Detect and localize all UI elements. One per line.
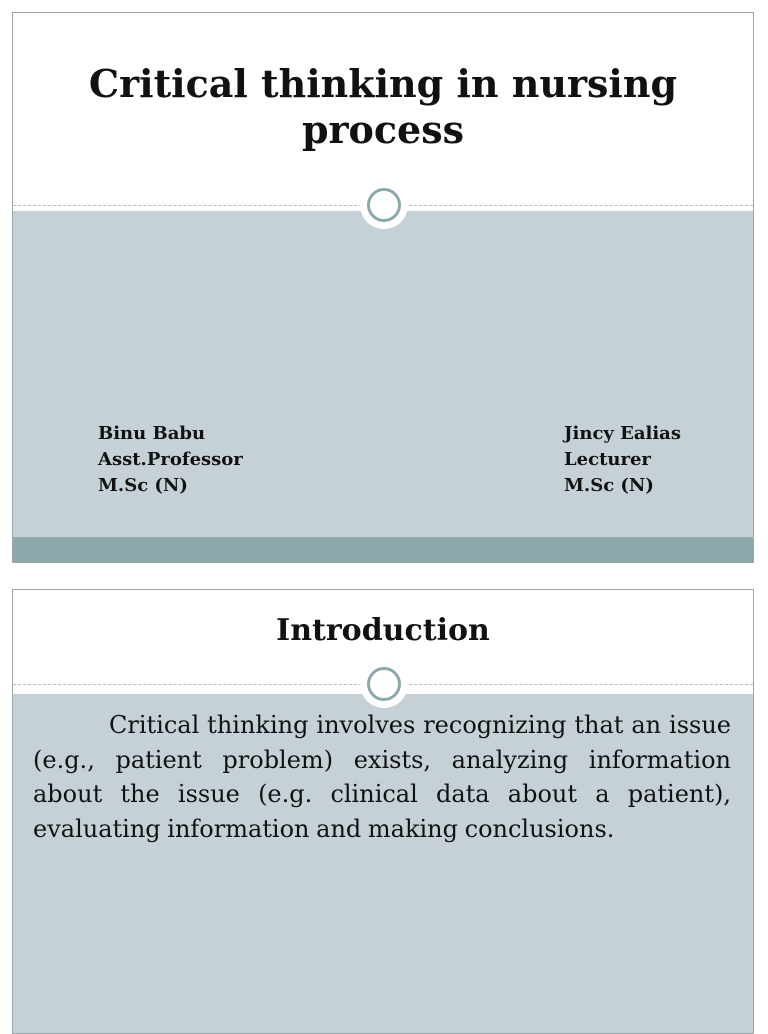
intro-paragraph: Critical thinking involves recognizing that an issue (e.g., patient problem) exists, analyzing information about the issue (e.g. clinical data about a patient), evaluating information and making conclusions. (33, 711, 731, 843)
author-degree: M.Sc (N) (564, 475, 654, 496)
title-header (13, 13, 753, 205)
author-position: Asst.Professor (98, 449, 243, 470)
title-slide (12, 12, 754, 563)
author-block-right (564, 421, 681, 499)
slide-title: Introduction (276, 613, 490, 648)
circle-ornament-icon (360, 181, 408, 229)
footer-accent-band (13, 537, 753, 563)
author-degree: M.Sc (N) (98, 475, 188, 496)
author-block-left (98, 421, 243, 499)
circle-ornament-icon (360, 660, 408, 708)
author-name: Binu Babu (98, 423, 206, 444)
introduction-slide (12, 589, 754, 1034)
slide-title: Critical thinking in nursing process (88, 61, 678, 152)
author-name: Jincy Ealias (564, 423, 681, 444)
author-position: Lecturer (564, 449, 651, 470)
